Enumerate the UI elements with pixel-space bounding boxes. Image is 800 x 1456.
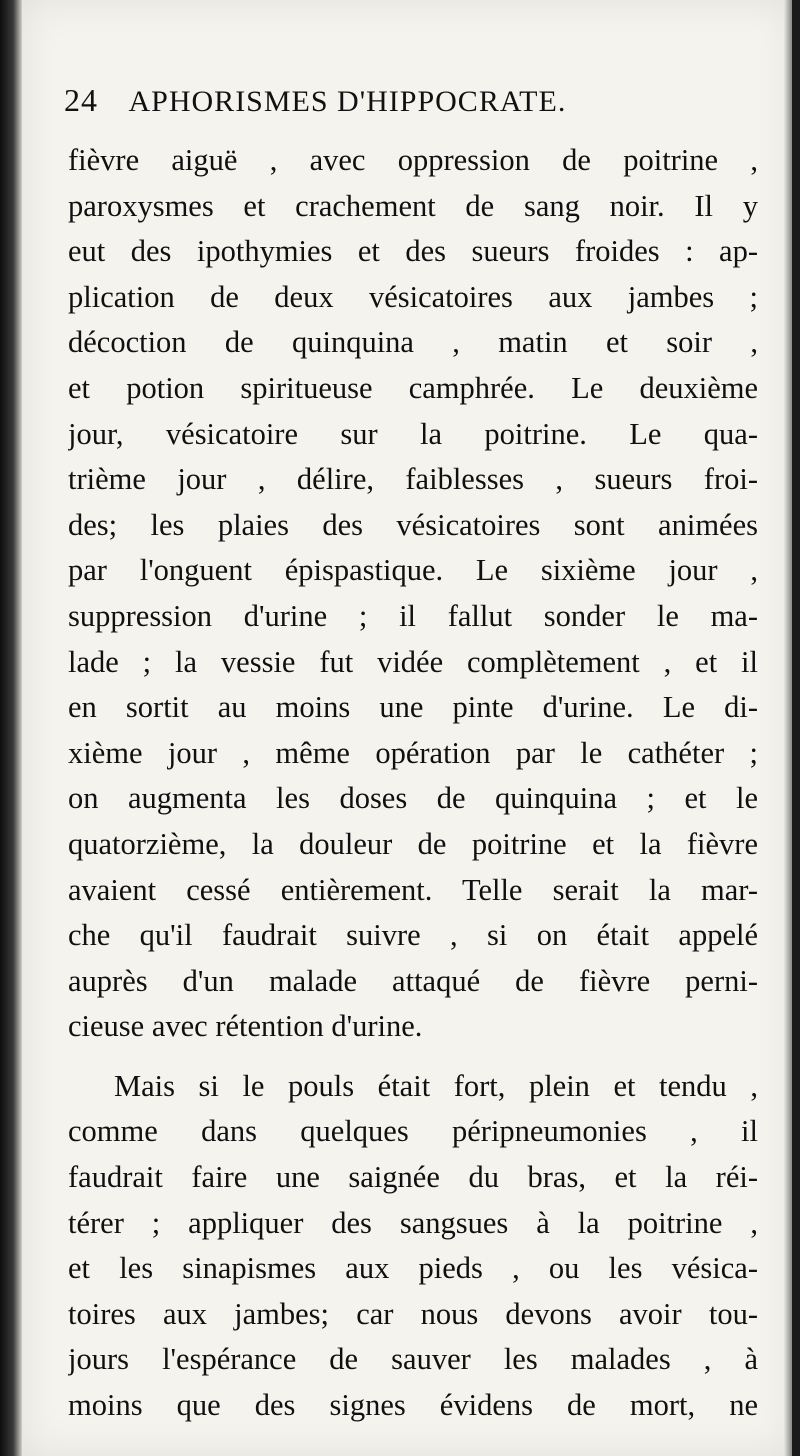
text-line: faudrait faire une saignée du bras, et la réi- <box>68 1160 758 1195</box>
text-line: avaient cessé entièrement. Telle serait la mar- <box>68 872 758 907</box>
text-line: cieuse avec rétention d'urine. <box>68 1009 423 1044</box>
text-line: comme dans quelques péripneumonies , il <box>68 1114 758 1149</box>
text-line: eut des ipothymies et des sueurs froides : ap- <box>68 234 758 269</box>
paragraph-2 <box>68 1064 758 1429</box>
text-line: toires aux jambes; car nous devons avoir tou- <box>68 1296 758 1331</box>
text-line: on augmenta les doses de quinquina ; et le <box>68 781 758 816</box>
text-line: térer ; appliquer des sangsues à la poitrine , <box>68 1205 758 1240</box>
text-line: suppression d'urine ; il fallut sonder le ma- <box>68 598 758 633</box>
text-line: Mais si le pouls était fort, plein et tendu , <box>114 1068 758 1103</box>
text-line: jours l'espérance de sauver les malades , à <box>68 1342 758 1377</box>
text-line: et les sinapismes aux pieds , ou les vésica- <box>68 1251 758 1286</box>
paragraph-1 <box>68 138 758 1050</box>
page-binding-edge <box>0 0 22 1456</box>
text-line: moins que des signes évidens de mort, ne <box>68 1388 758 1423</box>
text-line: paroxysmes et crachement de sang noir. Il y <box>68 188 758 223</box>
text-line: auprès d'un malade attaqué de fièvre perni- <box>68 963 758 998</box>
text-line: jour, vésicatoire sur la poitrine. Le qua- <box>68 416 758 451</box>
paragraph-gap <box>68 1050 758 1064</box>
text-line: xième jour , même opération par le cathéter ; <box>68 735 758 770</box>
page-right-edge <box>784 0 792 1456</box>
text-line: et potion spiritueuse camphrée. Le deuxième <box>68 370 758 405</box>
text-line: lade ; la vessie fut vidée complètement , et il <box>68 644 758 679</box>
text-line: décoction de quinquina , matin et soir , <box>68 325 758 360</box>
page-header <box>64 82 724 128</box>
running-title: APHORISMES D'HIPPOCRATE. <box>128 85 567 118</box>
book-page <box>22 0 792 1456</box>
text-line: plication de deux vésicatoires aux jambes ; <box>68 279 758 314</box>
text-line: quatorzième, la douleur de poitrine et la fièvre <box>68 826 758 861</box>
page-number: 24 <box>64 82 98 118</box>
text-line: che qu'il faudrait suivre , si on était appelé <box>68 918 758 953</box>
text-line: par l'onguent épispastique. Le sixième jour , <box>68 553 758 588</box>
text-line: des; les plaies des vésicatoires sont animées <box>68 507 758 542</box>
text-line: en sortit au moins une pinte d'urine. Le di- <box>68 690 758 725</box>
body-text <box>68 138 758 1429</box>
text-line: trième jour , délire, faiblesses , sueurs froi- <box>68 462 758 497</box>
text-line: fièvre aiguë , avec oppression de poitrine , <box>68 143 758 177</box>
